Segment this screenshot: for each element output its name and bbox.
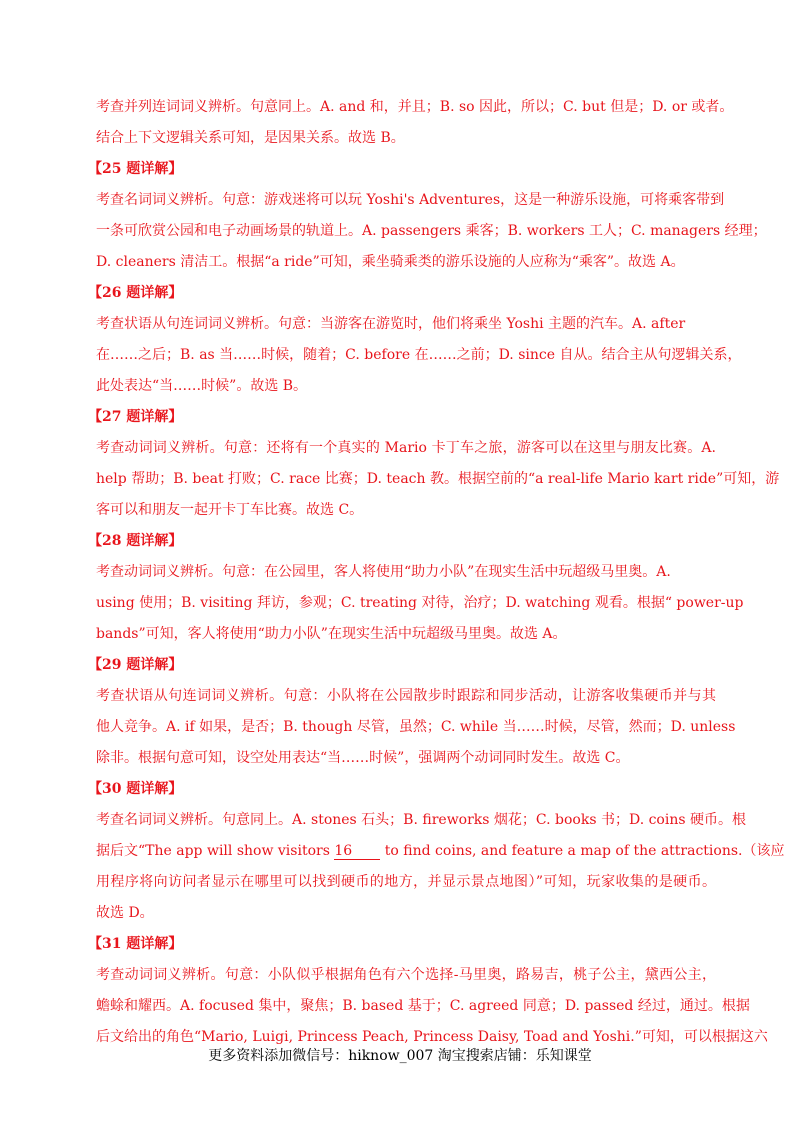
text-line: 考查名词词义辨析。句意：游戏迷将可以玩 Yoshi's Adventures，这是一种游乐设施，可将乘客带到 [96, 192, 725, 208]
text-line: 一条可欣赏公园和电子动画场景的轨道上。A. passengers 乘客；B. workers 工人；C. managers 经理； [96, 223, 767, 239]
text-line: 结合上下文逻辑关系可知，是因果关系。故选 B。 [96, 130, 405, 146]
text-line: 蟾蜍和耀西。A. focused 集中，聚焦；B. based 基于；C. agreed 同意；D. passed 经过，通过。根据 [96, 998, 750, 1014]
text-line: help 帮助；B. beat 打败；C. race 比赛；D. teach 教。根据空前的“a real-life Mario kart ride”可知，游 [96, 471, 780, 487]
text-line: 考查动词词义辨析。句意：小队似乎根据角色有六个选择-马里奥，路易吉，桃子公主，黛西公主， [96, 967, 716, 983]
section-heading: 【27 题详解】 [88, 409, 183, 425]
text-line: 考查并列连词词义辨析。句意同上。A. and 和，并且；B. so 因此，所以；C. but 但是；D. or 或者。 [96, 99, 734, 115]
answer-explanations [88, 92, 785, 1053]
text-line: 此处表达“当……时候”。故选 B。 [96, 378, 308, 394]
text-line: 考查状语从句连词词义辨析。句意：当游客在游览时，他们将乘坐 Yoshi 主题的汽车。A. after [96, 316, 686, 332]
section-heading: 【30 题详解】 [88, 781, 183, 797]
text-line: D. cleaners 清洁工。根据“a ride”可知，乘坐骑乘类的游乐设施的人应称为“乘客”。故选 A。 [96, 254, 685, 270]
section-heading: 【28 题详解】 [88, 533, 183, 549]
text-line: 用程序将向访问者显示在哪里可以找到硬币的地方，并显示景点地图）”可知，玩家收集的是硬币。 [96, 874, 716, 890]
text-line: 考查动词词义辨析。句意：还将有一个真实的 Mario 卡丁车之旅，游客可以在这里与朋友比赛。A. [96, 440, 716, 456]
text-line: 故选 D。 [96, 905, 154, 921]
text-line [96, 836, 785, 867]
text-segment: 据后文“The app will show visitors [96, 843, 335, 859]
section-heading: 【29 题详解】 [88, 657, 183, 673]
text-line: 客可以和朋友一起开卡丁车比赛。故选 C。 [96, 502, 364, 518]
text-line: using 使用；B. visiting 拜访，参观；C. treating 对待，治疗；D. watching 观看。根据“ power-up [96, 595, 744, 611]
text-line: 后文给出的角色“Mario, Luigi, Princess Peach, Princess Daisy, Toad and Yoshi.”可知，可以根据这六 [96, 1029, 768, 1045]
text-line: 考查动词词义辨析。句意：在公园里，客人将使用“助力小队”在现实生活中玩超级马里奥。A. [96, 564, 671, 580]
text-line: 他人竞争。A. if 如果，是否；B. though 尽管，虽然；C. while 当……时候，尽管，然而；D. unless [96, 719, 736, 735]
section-heading: 【25 题详解】 [88, 161, 183, 177]
text-line: 考查状语从句连词词义辨析。句意：小队将在公园散步时跟踪和同步活动，让游客收集硬币并与其 [96, 688, 716, 704]
text-line: bands”可知，客人将使用“助力小队”在现实生活中玩超级马里奥。故选 A。 [96, 626, 567, 642]
section-heading: 【26 题详解】 [88, 285, 183, 301]
text-line: 考查名词词义辨析。句意同上。A. stones 石头；B. fireworks 烟花；C. books 书；D. coins 硬币。根 [96, 812, 746, 828]
text-segment: to find coins, and feature a map of the attractions.（该应 [380, 843, 785, 859]
blank-number: 16 [334, 843, 380, 860]
section-heading: 【31 题详解】 [88, 936, 183, 952]
text-line: 在……之后；B. as 当……时候，随着；C. before 在……之前；D. since 自从。结合主从句逻辑关系， [96, 347, 742, 363]
text-line: 除非。根据句意可知，设空处用表达“当……时候”，强调两个动词同时发生。故选 C。 [96, 750, 630, 766]
page-footer: 更多资料添加微信号：hiknow_007 淘宝搜索店铺：乐知课堂 [208, 1048, 592, 1064]
